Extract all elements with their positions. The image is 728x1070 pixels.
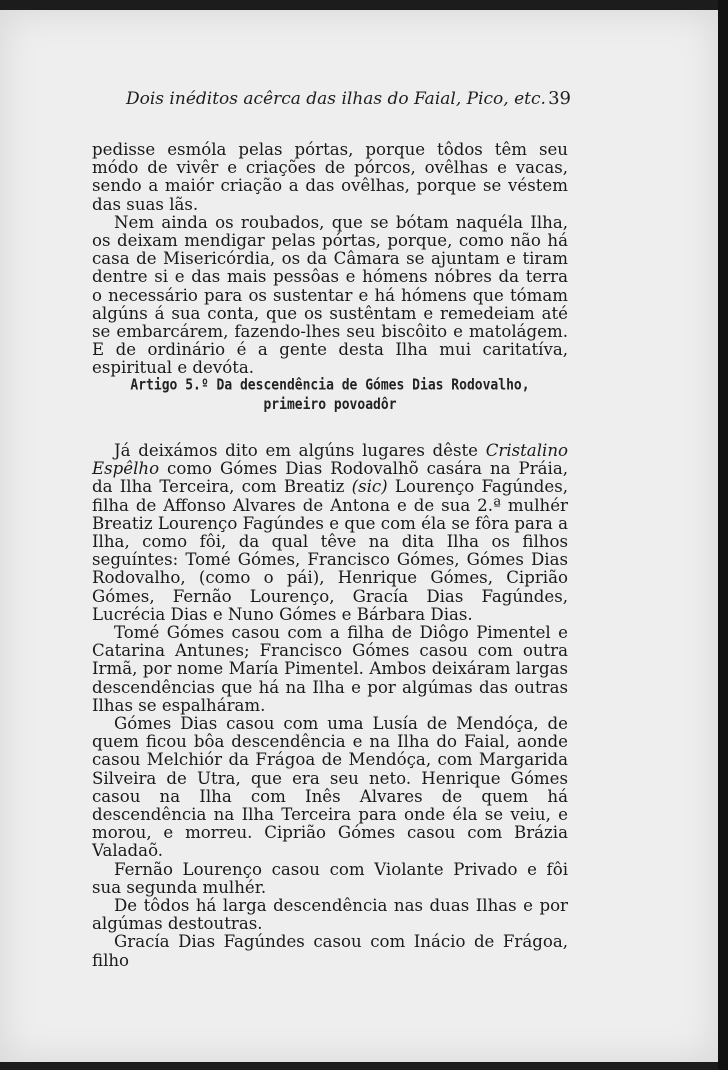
paragraph: pedisse esmóla pelas pórtas, porque tôdos têm seu módo de vivêr e criações de pórcos, ovêlhas e vacas, sendo a maiór criação a das ovêlhas, porque se véstem das suas lãs. — [92, 140, 568, 214]
text-run: Já deixámos dito em algúns lugares dêste — [114, 441, 486, 460]
paragraph: Nem ainda os roubados, que se bótam naquéla Ilha, os deixam mendigar pelas pórtas, porque, como não há casa de Misericórdia, os da Câmara se ajuntam e tiram dentre si e das mais pessôas e hómens nóbres da terra o necessário para os sustentar e há hómens que tómam algúns á sua conta, que os sustêntam e remedeiam até se embarcárem, fazendo-lhes seu biscôito e matolágem. E de ordinário é a gente desta Ilha mui caritatíva, espiritual e devóta. — [92, 212, 568, 378]
text-block-top — [92, 141, 568, 378]
paragraph: Tomé Gómes casou com a filha de Diôgo Pimentel e Catarina Antunes; Francisco Gómes casou com outra Irmã, por nome María Pimentel. Ambos deixáram largas descendências que há na Ilha e por algúmas das outras Ilhas se espalháram. — [92, 623, 568, 715]
text-run: Lourenço Fagúndes, filha de Affonso Alvares de Antona e de sua 2.ª mulhér Breatiz Lourenço Fagúndes e que com éla se fôra para a Ilha, como fôi, da qual têve na dita Ilha os filhos seguíntes: Tomé Gómes, Francisco Gómes, Gómes Dias Rodovalho, (como o pái), Henrique Gómes, Ciprião Gómes, Fernão Lourenço, Gracía Dias Fagúndes, Lucrécia Dias e Nuno Gómes e Bárbara Dias. — [92, 477, 568, 624]
paragraph: Gómes Dias casou com uma Lusía de Mendóça, de quem ficou bôa descendência e na Ilha do Faial, aonde casou Melchiór da Frágoa de Mendóça, com Margarida Silveira de Utra, que era seu neto. Henrique Gómes casou na Ilha com Inês Alvares de quem há descendência na Ilha Terceira para onde éla se veiu, e morou, e morreu. Ciprião Gómes casou com Brázia Valadaõ. — [92, 714, 568, 861]
running-title: Dois inéditos acêrca das ilhas do Faial, Pico, etc. — [126, 89, 546, 109]
paragraph: Fernão Lourenço casou com Violante Privado e fôi sua segunda mulhér. — [92, 859, 568, 897]
page-number: 39 — [548, 88, 571, 109]
text-run: como Gómes Dias Rodovalhõ casára na Práia, da Ilha Terceira, com Breatiz — [92, 459, 568, 497]
paragraph — [92, 442, 568, 624]
section-heading-line-1: Artigo 5.º Da descendência de Gómes Dias Rodovalho, — [130, 376, 530, 394]
section-heading — [92, 375, 568, 414]
running-header — [126, 88, 571, 109]
paragraph: De tôdos há larga descendência nas duas Ilhas e por algúmas destoutras. — [92, 896, 568, 934]
book-page — [0, 10, 718, 1062]
scan-edge — [718, 0, 728, 1070]
paragraph: Gracía Dias Fagúndes casou com Inácio de Frágoa, filho — [92, 932, 568, 970]
text-block-bottom — [92, 442, 568, 970]
section-heading-line-2: primeiro povoadôr — [263, 396, 397, 414]
book-title-italic: Cristalino Espêlho — [92, 441, 568, 479]
sic-note: (sic) — [351, 477, 388, 497]
